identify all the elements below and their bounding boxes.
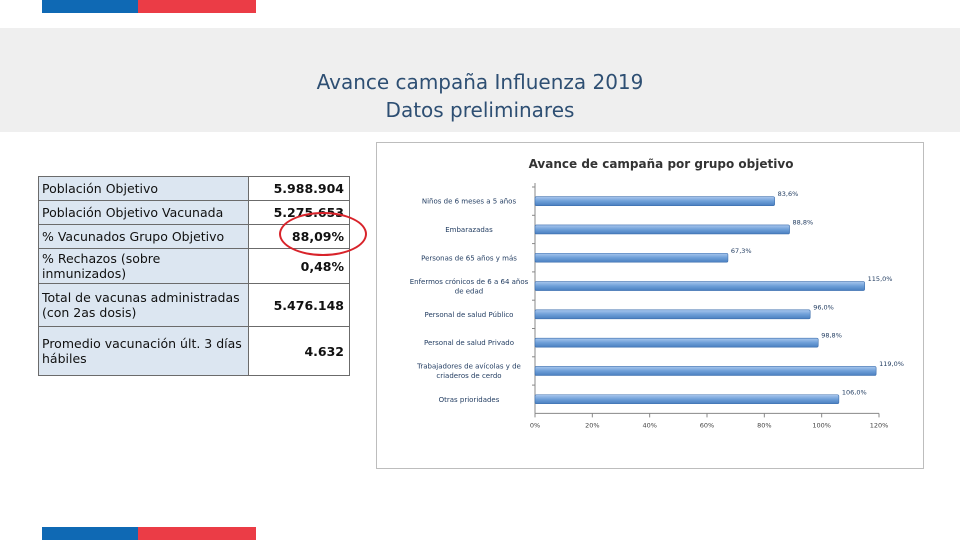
row-value: 5.275.653 xyxy=(249,201,350,225)
highlight-circle xyxy=(279,212,367,256)
data-label: 83,6% xyxy=(777,190,799,199)
bar xyxy=(535,338,818,347)
data-label: 119,0% xyxy=(879,359,904,368)
bar xyxy=(535,395,839,404)
bar xyxy=(535,310,810,319)
row-value: 5.988.904 xyxy=(249,177,350,201)
row-value: 0,48% xyxy=(249,249,350,284)
category-label: Otras prioridades xyxy=(438,395,500,404)
data-label: 96,0% xyxy=(813,303,834,312)
bar xyxy=(535,225,790,234)
x-tick-label: 40% xyxy=(642,421,657,430)
bar xyxy=(535,253,728,262)
bar-chart xyxy=(377,143,925,470)
flag-stripe-bottom xyxy=(42,527,256,540)
flag-red-segment xyxy=(138,0,256,13)
title-band xyxy=(0,28,960,132)
category-label: Personal de salud Público xyxy=(424,310,514,319)
x-tick-label: 20% xyxy=(585,421,600,430)
bar xyxy=(535,282,865,291)
category-label: de edad xyxy=(454,287,484,296)
chart-title: Avance de campaña por grupo objetivo xyxy=(528,157,794,171)
row-value: 5.476.148 xyxy=(249,284,350,327)
row-label: % Vacunados Grupo Objetivo xyxy=(39,225,249,249)
x-tick-label: 80% xyxy=(757,421,772,430)
table-row xyxy=(39,284,350,327)
category-label: Personas de 65 años y más xyxy=(421,254,517,263)
flag-blue-segment xyxy=(42,0,138,13)
row-value: 4.632 xyxy=(249,327,350,376)
chart-panel xyxy=(376,142,924,469)
data-label: 98,8% xyxy=(821,331,842,340)
row-label: Total de vacunas administradas (con 2as dosis) xyxy=(39,284,249,327)
data-label: 67,3% xyxy=(730,246,752,255)
row-label: % Rechazos (sobre inmunizados) xyxy=(39,249,249,284)
data-label: 88,8% xyxy=(792,218,814,227)
category-label: Enfermos crónicos de 6 a 64 años xyxy=(409,277,529,286)
x-tick-label: 0% xyxy=(529,421,541,430)
x-tick-label: 120% xyxy=(869,421,889,430)
row-label: Promedio vacunación últ. 3 días hábiles xyxy=(39,327,249,376)
data-label: 115,0% xyxy=(867,275,893,284)
bar xyxy=(535,366,876,375)
flag-blue-segment xyxy=(42,527,138,540)
category-label: Trabajadores de avícolas y de xyxy=(417,362,521,371)
flag-stripe-top xyxy=(42,0,256,13)
slide-title: Avance campaña Influenza 2019 xyxy=(316,70,644,94)
category-label: Niños de 6 meses a 5 años xyxy=(421,197,517,206)
bar xyxy=(535,197,775,206)
stats-table xyxy=(38,176,350,376)
category-label: criaderos de cerdo xyxy=(436,372,502,381)
category-label: Personal de salud Privado xyxy=(423,339,515,348)
data-label: 106,0% xyxy=(841,388,867,397)
row-value: 88,09% xyxy=(249,225,350,249)
table-row xyxy=(39,327,350,376)
category-label: Embarazadas xyxy=(445,225,493,234)
x-tick-label: 100% xyxy=(812,421,831,430)
x-tick-label: 60% xyxy=(699,421,715,430)
row-label: Población Objetivo Vacunada xyxy=(39,201,249,225)
slide-subtitle: Datos preliminares xyxy=(385,98,575,122)
row-label: Población Objetivo xyxy=(39,177,249,201)
flag-red-segment xyxy=(138,527,256,540)
table-row xyxy=(39,177,350,201)
